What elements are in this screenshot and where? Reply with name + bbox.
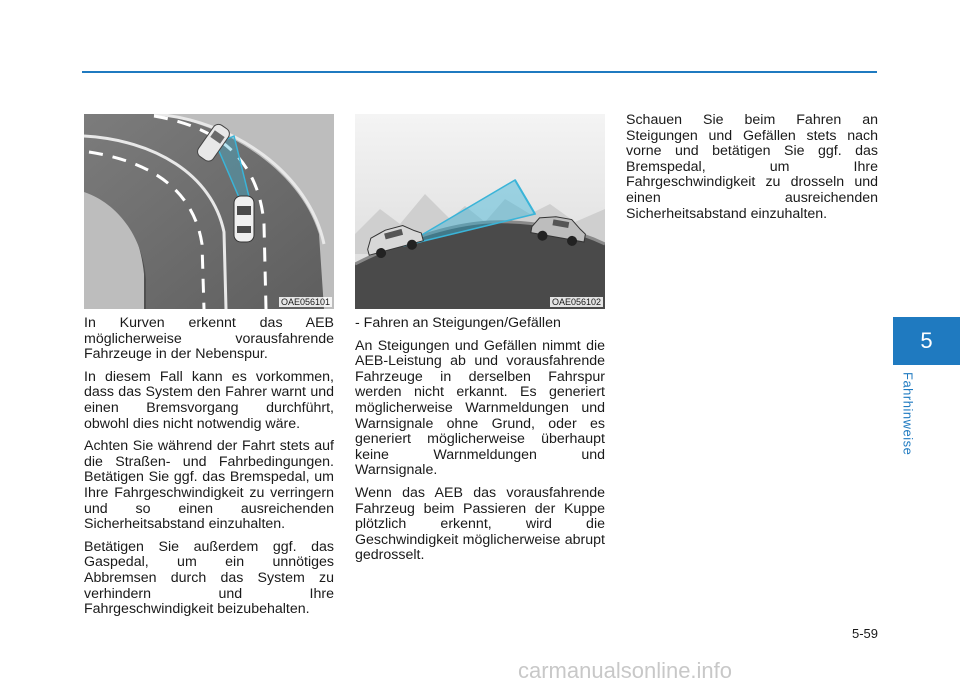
text-column-2 [355,316,605,571]
figure-code: OAE056101 [280,297,330,307]
paragraph: Wenn das AEB das vorausfahrende Fahrzeug beim Passieren der Kuppe plötzlich erkennt, wird die Geschwindigkeit möglicherweise abrupt gedrosselt. [355,484,605,564]
hill-crest-illustration [355,114,605,309]
chapter-tab[interactable] [893,317,960,365]
watermark: carmanualsonline.info [518,658,733,683]
figure-hill-crest [355,114,605,309]
text-column-1 [84,316,334,625]
header-rule [82,71,877,73]
figure-code: OAE056102 [551,297,601,307]
paragraph: In diesem Fall kann es vorkommen, dass das System den Fahrer warnt und einen Bremsvorgang durchführt, obwohl dies nicht notwendig wäre. [84,368,334,432]
paragraph: In Kurven erkennt das AEB möglicherweise vorausfahrende Fahrzeuge in der Nebenspur. [84,315,334,363]
chapter-title: Fahrhinweise [900,372,916,456]
text-column-3 [626,113,878,229]
chapter-number: 5 [920,328,933,353]
curve-road-illustration [84,114,334,309]
page-number: 5-59 [851,626,878,641]
paragraph: Betätigen Sie außerdem ggf. das Gaspedal, um ein unnötiges Abbremsen durch das System zu verhindern und Ihre Fahrgeschwindigkeit beizubehalten. [84,538,334,618]
paragraph: Achten Sie während der Fahrt stets auf die Straßen- und Fahrbedingungen. Betätigen Sie ggf. das Bremspedal, um Ihre Fahrgeschwindigkeit zu verringern und so einen ausreichenden Sicherheitsabstand einzuhalten. [84,438,334,533]
section-heading: - Fahren an Steigungen/Gefällen [355,315,561,331]
paragraph: Schauen Sie beim Fahren an Steigungen und Gefällen stets nach vorne und betätigen Sie ggf. das Bremspedal, um Ihre Fahrgeschwindigkeit zu drosseln und einen ausreichenden Sicherheitsabstand einzuhalten. [626,112,878,222]
paragraph: An Steigungen und Gefällen nimmt die AEB-Leistung ab und vorausfahrende Fahrzeuge in derselben Fahrspur werden nicht erkannt. Es generiert möglicherweise Warnmeldungen und Warnsignale ohne Grund, oder es generiert möglicherweise überhaupt keine Warnmeldungen und Warnsignale. [355,337,605,479]
figure-curve-road [84,114,334,309]
